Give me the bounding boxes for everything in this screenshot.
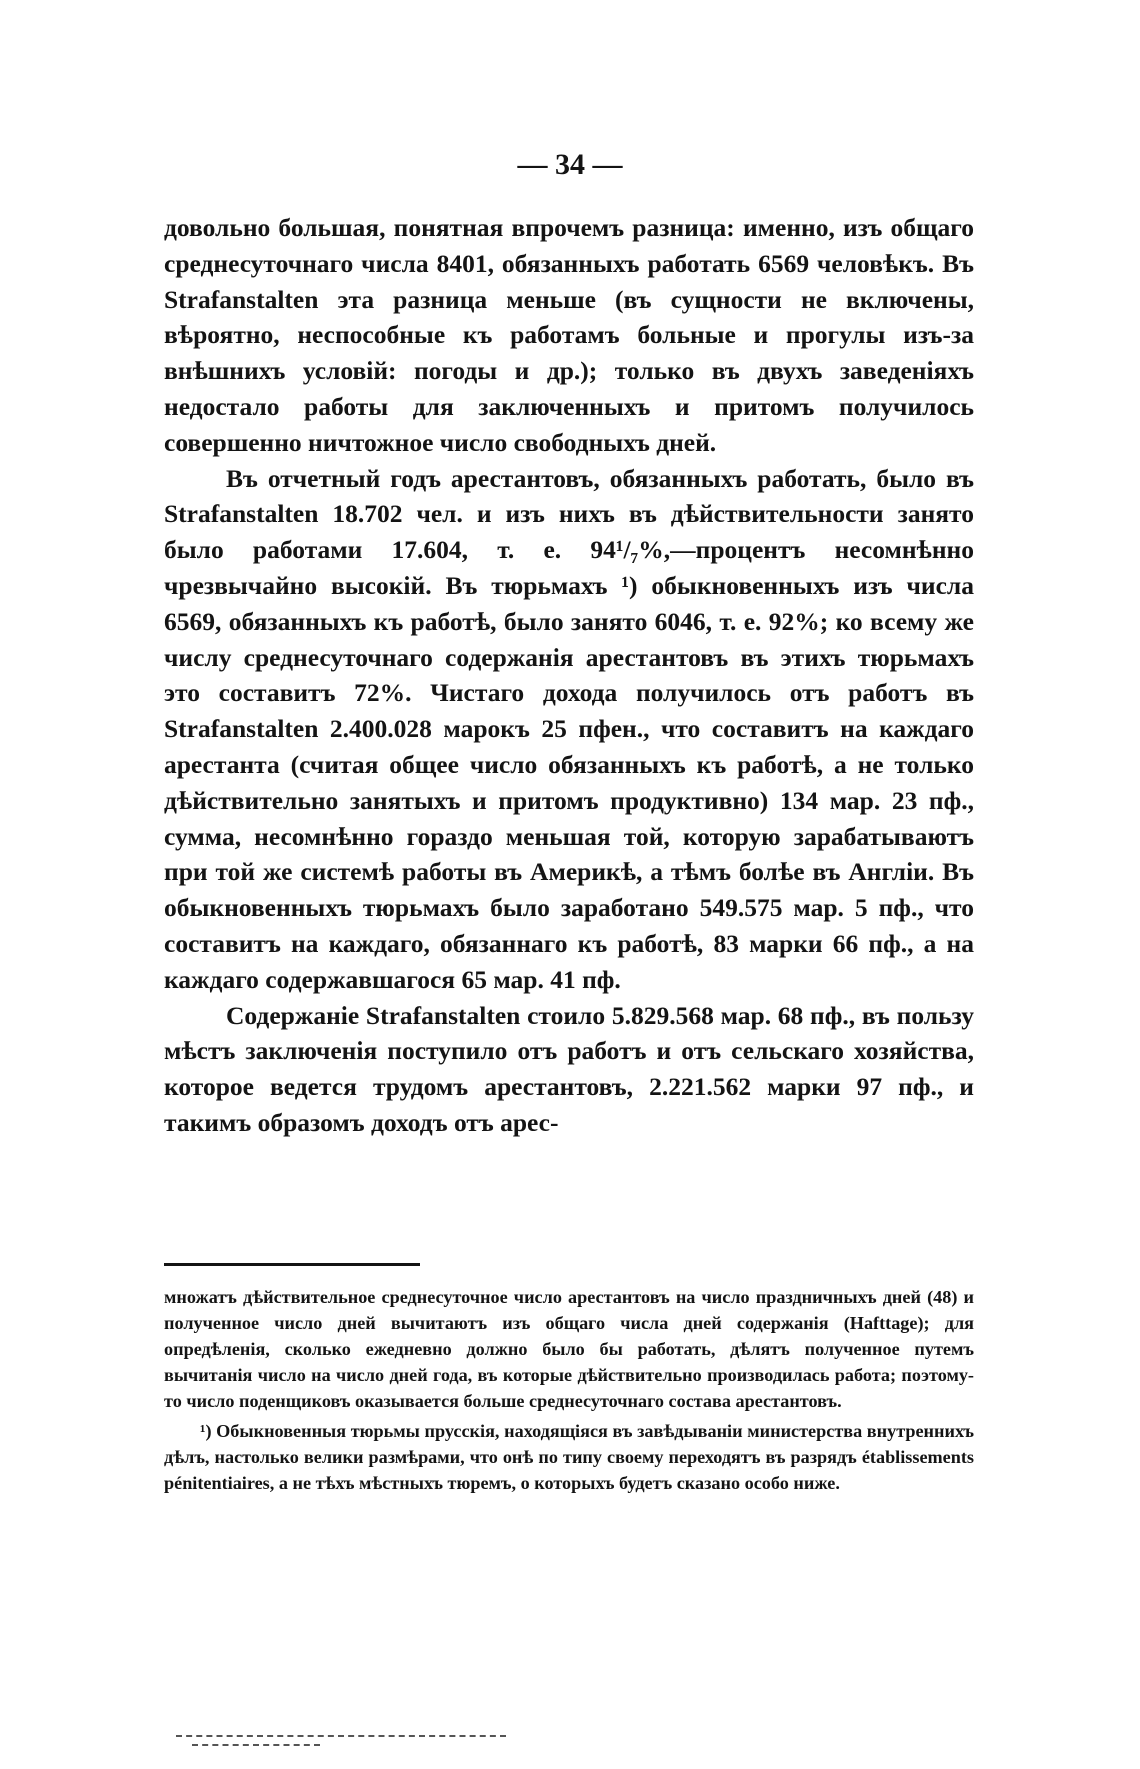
paragraph: довольно большая, понятная впрочемъ разница: именно, изъ общаго среднесуточнаго числа 8401, обязанныхъ работать 6569 человѣкъ. Въ Strafanstalten эта разница меньше (въ сущности не включены, вѣроятно, неспособные къ работамъ больные и прогулы изъ-за внѣшнихъ условій: погоды и др.); только въ двухъ заведеніяхъ недостало работы для заключенныхъ и притомъ получилось совершенно ничтожное число свободныхъ дней. <box>164 213 974 457</box>
paragraph: Содержаніе Strafanstalten стоило 5.829.568 мар. 68 пф., въ пользу мѣстъ заключенія поступило отъ работъ и отъ сельскаго хозяйства, которое ведется трудомъ арестантовъ, 2.221.562 марки 97 пф., и такимъ образомъ доходъ отъ арес- <box>164 1000 974 1137</box>
footnote-separator <box>164 1263 420 1266</box>
paragraph: Въ отчетный годъ арестантовъ, обязанныхъ работать, было въ Strafanstalten 18.702 чел. и изъ нихъ въ дѣйствительности занято было работами 17.604, т. е. 94¹/₇%,—процентъ несомнѣнно чрезвычайно высокій. Въ тюрьмахъ ¹) обыкновенныхъ изъ числа 6569, обязанныхъ къ работѣ, было занято 6046, т. е. 92%; ко всему же числу среднесуточнаго содержанія арестантовъ въ этихъ тюрьмахъ это составитъ 72%. Чистаго дохода получилось отъ работъ въ Strafanstalten 2.400.028 марокъ 25 пфен., что составитъ на каждаго арестанта (считая общее число обязанныхъ къ работѣ, а не только дѣйствительно занятыхъ и притомъ продуктивно) 134 мар. 23 пф., сумма, несомнѣнно гораздо меньшая той, которую зарабатываютъ при той же системѣ работы въ Америкѣ, а тѣмъ болѣе въ Англіи. Въ обыкновенныхъ тюрьмахъ было заработано 549.575 мар. 5 пф., что составитъ на каждаго, обязаннаго къ работѣ, 83 марки 66 пф., а на каждаго содержавшагося 65 мар. 41 пф. <box>164 463 974 994</box>
footnote: ¹) Обыкновенныя тюрьмы прусскія, находящіяся въ завѣдываніи министерства внутреннихъ дѣлъ, настолько велики размѣрами, что онѣ по типу своему переходятъ въ разрядъ établissements pénitentiaires, а не тѣхъ мѣстныхъ тюремъ, о которыхъ будетъ сказано особо ниже. <box>164 1421 974 1493</box>
footnotes <box>164 1284 974 1496</box>
bottom-rule <box>176 1735 506 1737</box>
page-number: — 34 — <box>517 148 623 181</box>
footnote: множатъ дѣйствительное среднесуточное число арестантовъ на число праздничныхъ дней (48) и полученное число дней вычитаютъ изъ общаго числа дней содержанія (Hafttage); для опредѣленія, сколько ежедневно должно было бы работать, дѣлятъ полученное путемъ вычитанія число на число дней года, въ которые дѣйствительно производилась работа; поэтому-то число поденщиковъ оказывается больше среднесуточнаго состава арестантовъ. <box>164 1287 974 1411</box>
main-text <box>164 210 974 1141</box>
bottom-rule <box>192 1744 320 1746</box>
